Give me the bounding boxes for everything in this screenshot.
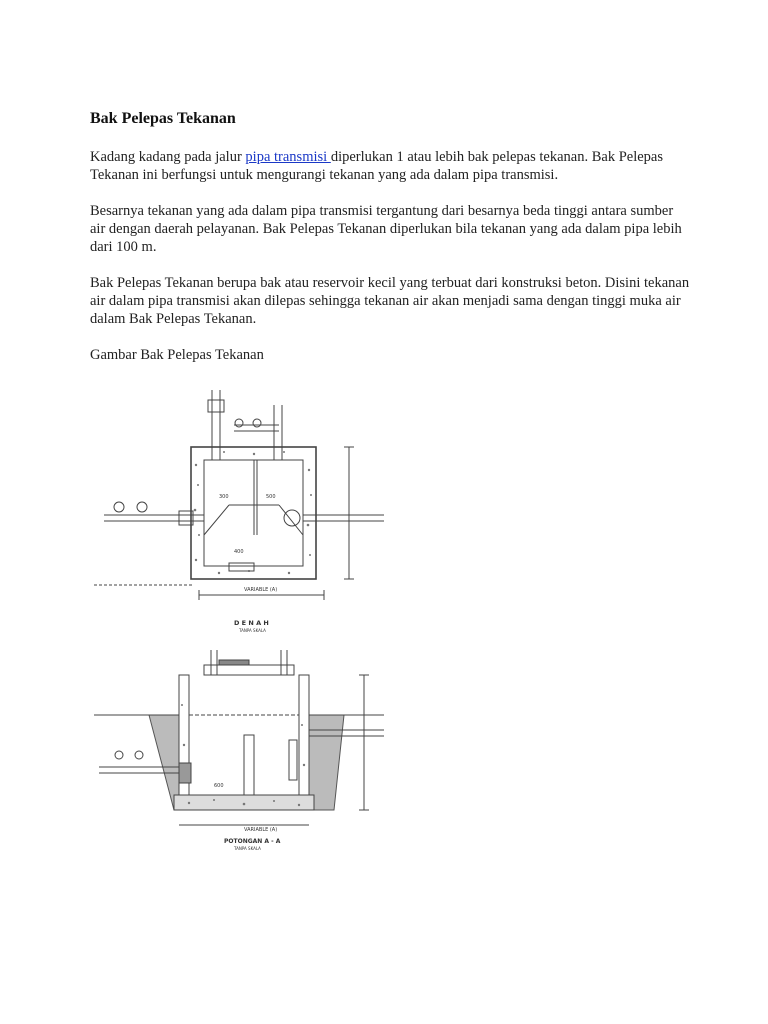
section-view <box>94 650 384 825</box>
plan-dim-400: 400 <box>234 549 244 555</box>
paragraph-2: Besarnya tekanan yang ada dalam pipa transmisi tergantung dari besarnya beda tinggi antara sumber air dengan daerah pelayanan. Bak Pelepas Tekanan diperlukan bila tekanan yang ada dalam pipa lebih dari 100 m. <box>90 203 682 255</box>
pipa-transmisi-link[interactable]: pipa transmisi <box>245 149 331 165</box>
plan-variable: VARIABLE (A) <box>244 587 278 593</box>
article-title: Bak Pelepas Tekanan <box>90 110 236 127</box>
plan-dim-500: 500 <box>266 494 276 500</box>
paragraph-3: Bak Pelepas Tekanan berupa bak atau reservoir kecil yang terbuat dari konstruksi beton. Disini tekanan air dalam pipa transmisi akan dilepas sehingga tekanan air akan menjadi sama dengan tinggi muka air dalam Bak Pelepas Tekanan. <box>90 275 690 327</box>
plan-title: D E N A H <box>234 619 269 627</box>
section-dim-600: 600 <box>214 783 224 789</box>
paragraph-1 <box>90 148 690 184</box>
figure-caption: Gambar Bak Pelepas Tekanan <box>90 347 264 363</box>
plan-dim-300: 300 <box>219 494 229 500</box>
plan-view <box>94 390 384 600</box>
technical-drawing <box>94 385 394 855</box>
section-subtitle: TANPA SKALA <box>234 846 261 851</box>
plan-subtitle: TANPA SKALA <box>239 628 266 633</box>
section-title: POTONGAN A - A <box>224 838 281 845</box>
drawing-svg <box>94 385 394 855</box>
article <box>90 110 690 380</box>
paragraph-1-before: Kadang kadang pada jalur <box>90 149 246 165</box>
paragraph-1-after: diperlukan 1 atau lebih bak pelepas tekanan. Bak Pelepas Tekanan ini berfungsi untuk mengurangi tekanan yang ada dalam pipa transmisi. <box>90 149 663 183</box>
section-variable: VARIABLE (A) <box>244 827 278 833</box>
